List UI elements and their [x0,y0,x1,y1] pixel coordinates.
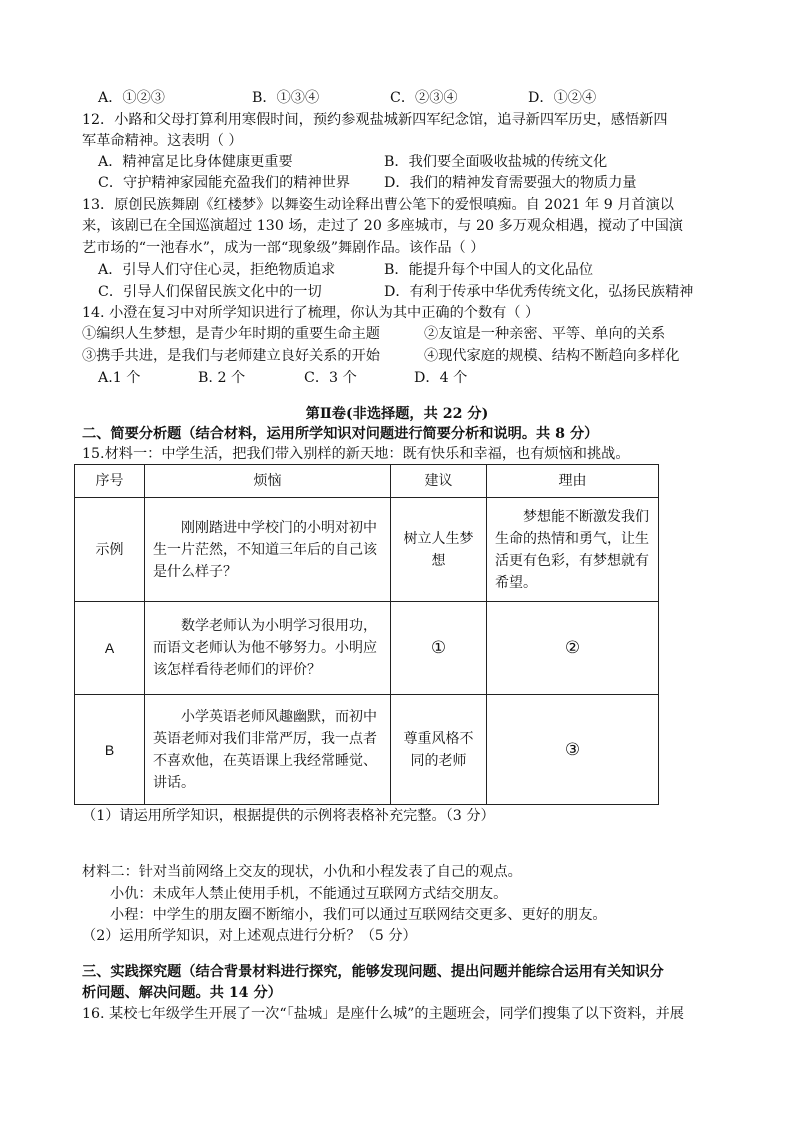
q15-material2-intro: 材料二：针对当前网络上交友的现状，小仇和小程发表了自己的观点。 [82,864,522,880]
q12-option-a: A．精神富足比身体健康更重要 [98,154,293,170]
q12-option-b: B．我们要全面吸收盐城的传统文化 [384,154,608,170]
row-a-worry: 数学老师认为小明学习很用功，而语文老师认为他不够努力。小明应该怎样看待老师们的评价？ [145,602,391,695]
q13-stem-line2: 来，该剧已在全国巡演超过 130 场，走过了 20 多座城市，与 20 多万观众相遇，搅动了中国演 [82,218,683,234]
header-worry: 烦恼 [145,465,391,498]
q11-option-c: C．②③④ [390,90,458,106]
row-b-advice: 尊重风格不同的老师 [391,695,487,805]
row-example-reason: 梦想能不断激发我们生命的热情和勇气，让生活更有色彩，有梦想就有希望。 [487,498,659,602]
q13-option-a: A．引导人们守住心灵，拒绝物质追求 [98,262,336,278]
q14-option-b: B. 2 个 [198,370,246,386]
q14-option-a: A.1 个 [98,370,141,386]
q15-material2-xiaoqiu: 小仇：未成年人禁止使用手机，不能通过互联网方式结交朋友。 [110,886,508,902]
row-example-seq: 示例 [75,498,145,602]
row-a-reason-blank: ② [487,602,659,695]
header-seq: 序号 [75,465,145,498]
q14-statement-1: ①编织人生梦想，是青少年时期的重要生命主题 [82,326,380,342]
q14-statement-3: ③携手共进，是我们与老师建立良好关系的开始 [82,348,380,364]
q13-option-c: C．引导人们保留民族文化中的一切 [98,284,322,300]
q15-table [74,464,659,805]
q16-stem: 16. 某校七年级学生开展了一次“「盐城」是座什么城”的主题班会，同学们搜集了以下资料，并展 [82,1006,684,1022]
row-example-worry: 刚刚踏进中学校门的小明对初中生一片茫然，不知道三年后的自己该是什么样子？ [145,498,391,602]
q12-option-c: C．守护精神家园能充盈我们的精神世界 [98,175,351,191]
part2-section-title: 二、简要分析题（结合材料，运用所学知识对问题进行简要分析和说明。共 8 分） [82,426,599,442]
q15-1-prompt: （1）请运用所学知识，根据提供的示例将表格补充完整。（3 分） [82,808,495,824]
q11-option-b: B．①③④ [252,90,320,106]
q11-option-d: D．①②④ [528,90,597,106]
q13-stem-line3: 艺市场的“一池春水”，成为一部“现象级”舞剧作品。该作品（ ） [82,240,485,256]
q13-option-d: D．有利于传承中华优秀传统文化，弘扬民族精神 [384,284,694,300]
row-b-reason-blank: ③ [487,695,659,805]
q13-option-b: B．能提升每个中国人的文化品位 [384,262,594,278]
row-b-worry: 小学英语老师风趣幽默，而初中英语老师对我们非常严厉，我一点者不喜欢他，在英语课上我经常睡觉、讲话。 [145,695,391,805]
q14-stem: 14. 小澄在复习中对所学知识进行了梳理，你认为其中正确的个数有（ ） [82,305,540,321]
part2-title: 第Ⅱ卷(非选择题，共 22 分) [305,406,489,422]
q15-material1: 15.材料一：中学生活，把我们带入别样的新天地：既有快乐和幸福，也有烦恼和挑战。 [82,446,630,462]
q15-2-prompt: （2）运用所学知识，对上述观点进行分析？（5 分） [82,928,417,944]
q12-option-d: D．我们的精神发育需要强大的物质力量 [384,175,637,191]
q14-option-d: D．4 个 [414,370,468,386]
header-advice: 建议 [391,465,487,498]
q14-statement-2: ②友谊是一种亲密、平等、单向的关系 [424,326,666,342]
row-b-seq: B [75,695,145,805]
table-row-b [75,695,659,805]
part3-title-line1: 三、实践探究题（结合背景材料进行探究，能够发现问题、提出问题并能综合运用有关知识分 [82,964,664,980]
q12-stem-line1: 12．小路和父母打算利用寒假时间，预约参观盐城新四军纪念馆，追寻新四军历史，感悟新四 [82,112,668,128]
row-a-seq: A [75,602,145,695]
q15-material2-xiaocheng: 小程：中学生的朋友圈不断缩小，我们可以通过互联网结交更多、更好的朋友。 [110,907,607,923]
table-header-row [75,465,659,498]
q12-stem-line2: 军革命精神。这表明（ ） [82,133,243,149]
row-a-advice-blank: ① [391,602,487,695]
q11-option-a: A．①②③ [98,90,165,106]
q14-statement-4: ④现代家庭的规模、结构不断趋向多样化 [424,348,680,364]
table-row-example [75,498,659,602]
q14-option-c: C．3 个 [304,370,357,386]
header-reason: 理由 [487,465,659,498]
part3-title-line2: 析问题、解决问题。共 14 分） [82,985,282,1001]
table-row-a [75,602,659,695]
row-example-advice: 树立人生梦想 [391,498,487,602]
q13-stem-line1: 13．原创民族舞剧《红楼梦》以舞姿生动诠释出曹公笔下的爱恨嗔痴。自 2021 年 9 月首演以 [82,197,674,213]
